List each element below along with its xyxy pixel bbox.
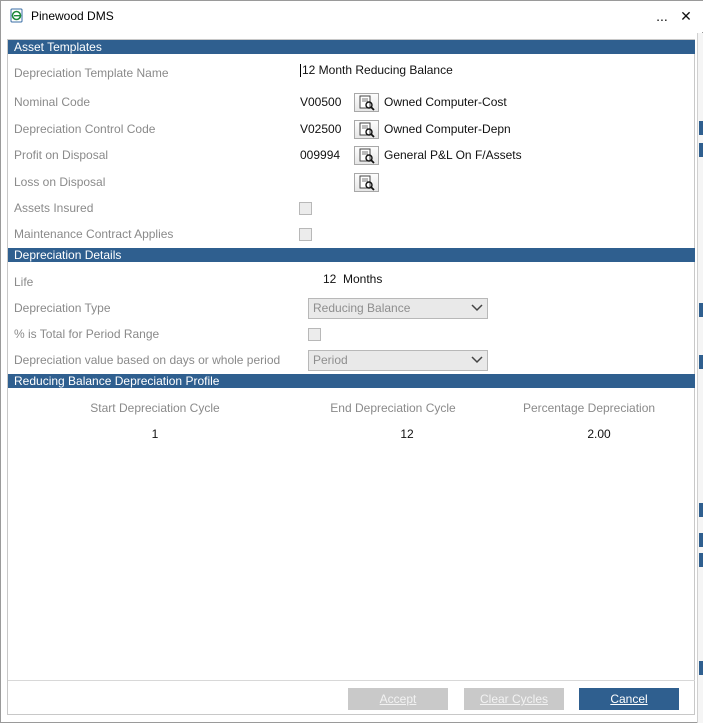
control-code-value[interactable]: V02500 (300, 122, 342, 136)
edge-marker (699, 303, 703, 317)
edge-marker (699, 121, 703, 135)
edge-marker (699, 553, 703, 567)
lookup-icon (359, 175, 375, 191)
life-value[interactable]: 12 (323, 272, 337, 286)
template-name-field[interactable]: 12 Month Reducing Balance (302, 63, 453, 77)
loss-on-disposal-lookup-button[interactable] (354, 173, 379, 192)
chevron-down-icon (470, 301, 484, 315)
text-caret (300, 64, 301, 77)
lookup-icon (359, 122, 375, 138)
depreciation-type-label: Depreciation Type (14, 301, 111, 315)
depreciation-type-select[interactable] (308, 298, 488, 319)
end-cycle-cell[interactable]: 12 (400, 427, 414, 441)
assets-insured-checkbox[interactable] (299, 202, 312, 215)
column-header-start-cycle: Start Depreciation Cycle (90, 401, 220, 415)
window-title: Pinewood DMS (31, 9, 114, 23)
edge-marker (699, 661, 703, 675)
section-reducing-balance-profile: Reducing Balance Depreciation Profile (8, 374, 695, 388)
depreciation-type-selected: Reducing Balance (313, 301, 411, 315)
assets-insured-label: Assets Insured (14, 201, 94, 215)
edge-marker (699, 533, 703, 547)
profit-on-disposal-value[interactable]: 009994 (300, 148, 341, 162)
lookup-icon (359, 95, 375, 111)
nominal-code-description: Owned Computer-Cost (384, 95, 507, 109)
form-panel (7, 39, 695, 715)
control-code-lookup-button[interactable] (354, 120, 379, 139)
accept-button[interactable]: Accept (348, 688, 448, 710)
edge-marker (699, 503, 703, 517)
footer-divider (8, 680, 695, 681)
cancel-button[interactable]: Cancel (579, 688, 679, 710)
control-code-label: Depreciation Control Code (14, 122, 156, 136)
start-cycle-cell[interactable]: 1 (151, 427, 159, 441)
value-basis-select[interactable] (308, 350, 488, 371)
app-icon (9, 8, 24, 23)
column-header-end-cycle: End Depreciation Cycle (330, 401, 456, 415)
life-unit: Months (343, 272, 383, 286)
control-code-description: Owned Computer-Depn (384, 122, 511, 136)
nominal-code-label: Nominal Code (14, 95, 91, 109)
title-bar (1, 1, 703, 32)
section-asset-templates: Asset Templates (8, 40, 695, 54)
profit-on-disposal-label: Profit on Disposal (14, 148, 109, 162)
pct-total-label: % is Total for Period Range (14, 327, 160, 341)
more-options-button[interactable]: ... (656, 8, 668, 24)
profit-on-disposal-lookup-button[interactable] (354, 146, 379, 165)
edge-marker (699, 143, 703, 157)
profit-on-disposal-description: General P&L On F/Assets (384, 148, 522, 162)
life-label: Life (14, 275, 34, 289)
template-name-label: Depreciation Template Name (14, 66, 169, 80)
percentage-cell[interactable]: 2.00 (587, 427, 611, 441)
column-header-percentage: Percentage Depreciation (522, 401, 656, 415)
close-button[interactable]: ✕ (680, 8, 692, 24)
clear-cycles-button[interactable]: Clear Cycles (464, 688, 564, 710)
pct-total-checkbox[interactable] (308, 328, 321, 341)
section-depreciation-details: Depreciation Details (8, 248, 695, 262)
loss-on-disposal-label: Loss on Disposal (14, 175, 106, 189)
nominal-code-value[interactable]: V00500 (300, 95, 342, 109)
value-basis-selected: Period (313, 353, 348, 367)
maintenance-contract-checkbox[interactable] (299, 228, 312, 241)
background-window-edge (697, 33, 703, 723)
value-basis-label: Depreciation value based on days or whole period (14, 353, 281, 367)
nominal-code-lookup-button[interactable] (354, 93, 379, 112)
maintenance-contract-label: Maintenance Contract Applies (14, 227, 174, 241)
lookup-icon (359, 148, 375, 164)
edge-marker (699, 355, 703, 369)
chevron-down-icon (470, 353, 484, 367)
